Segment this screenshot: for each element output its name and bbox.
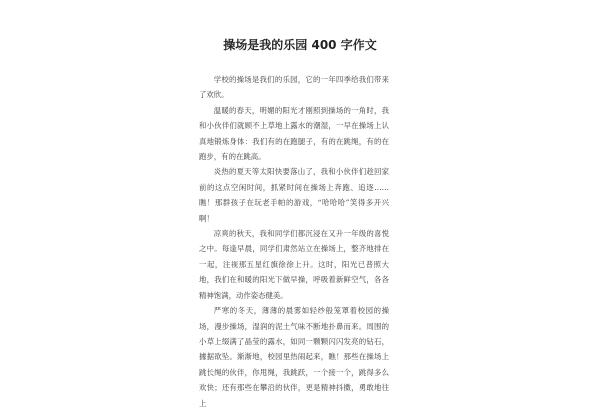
- paragraph-intro: 学校的操场是我们的乐园，它的一年四季给我们带来了欢欣。: [199, 75, 389, 100]
- paragraph-autumn: 凉爽的秋天，我和同学们都沉浸在又升一年级的喜悦之中。每逢早晨，同学们肃然站立在操场上，整齐地排在一起，注视那五星红旗徐徐上升。这时，阳光已普照大地，我们在和暖的阳光下做早操，呼吸着新鲜空气，各各精神饱满，动作姿态健美。: [199, 229, 389, 300]
- paragraph-spring: 温暖的春天，明媚的阳光才刚照到操场的一角时，我和小伙伴们就顾不上草地上露水的潮湿，一早在操场上认真地锻炼身体：我们有的在跑腿子，有的在跳绳，有的在跑步，有的在跳高。: [199, 105, 389, 162]
- paragraph-summer: 炎热的夏天等太阳快要落山了，我和小伙伴们趁回家前的这点空闲时间，抓紧时间在操场上奔跑、追逐……瞧！那群孩子在玩老手帕的游戏，“哈哈哈”笑得多开兴啊！: [199, 167, 389, 223]
- document-body: [199, 72, 389, 411]
- document-title: 操场是我的乐园 400 字作文: [223, 38, 377, 52]
- paragraph-winter: 严寒的冬天，薄薄的晨雾如轻纱般笼罩着校园的操场，漫步操场，湿润的泥土气味不断地扑鼻而来。周围的小草上缀满了晶莹的露水，如同一颗颗闪闪发亮的钻石，據据欲坠。渐渐地，校园里热闹起来，瞧！那些在操场上跳长绳的伙伴，你甩绳，我跳跃，一个接一个，跳得多么欢快；还有那些在攀沿的伙伴，更是精神抖擞，勇敢地往上: [199, 306, 389, 408]
